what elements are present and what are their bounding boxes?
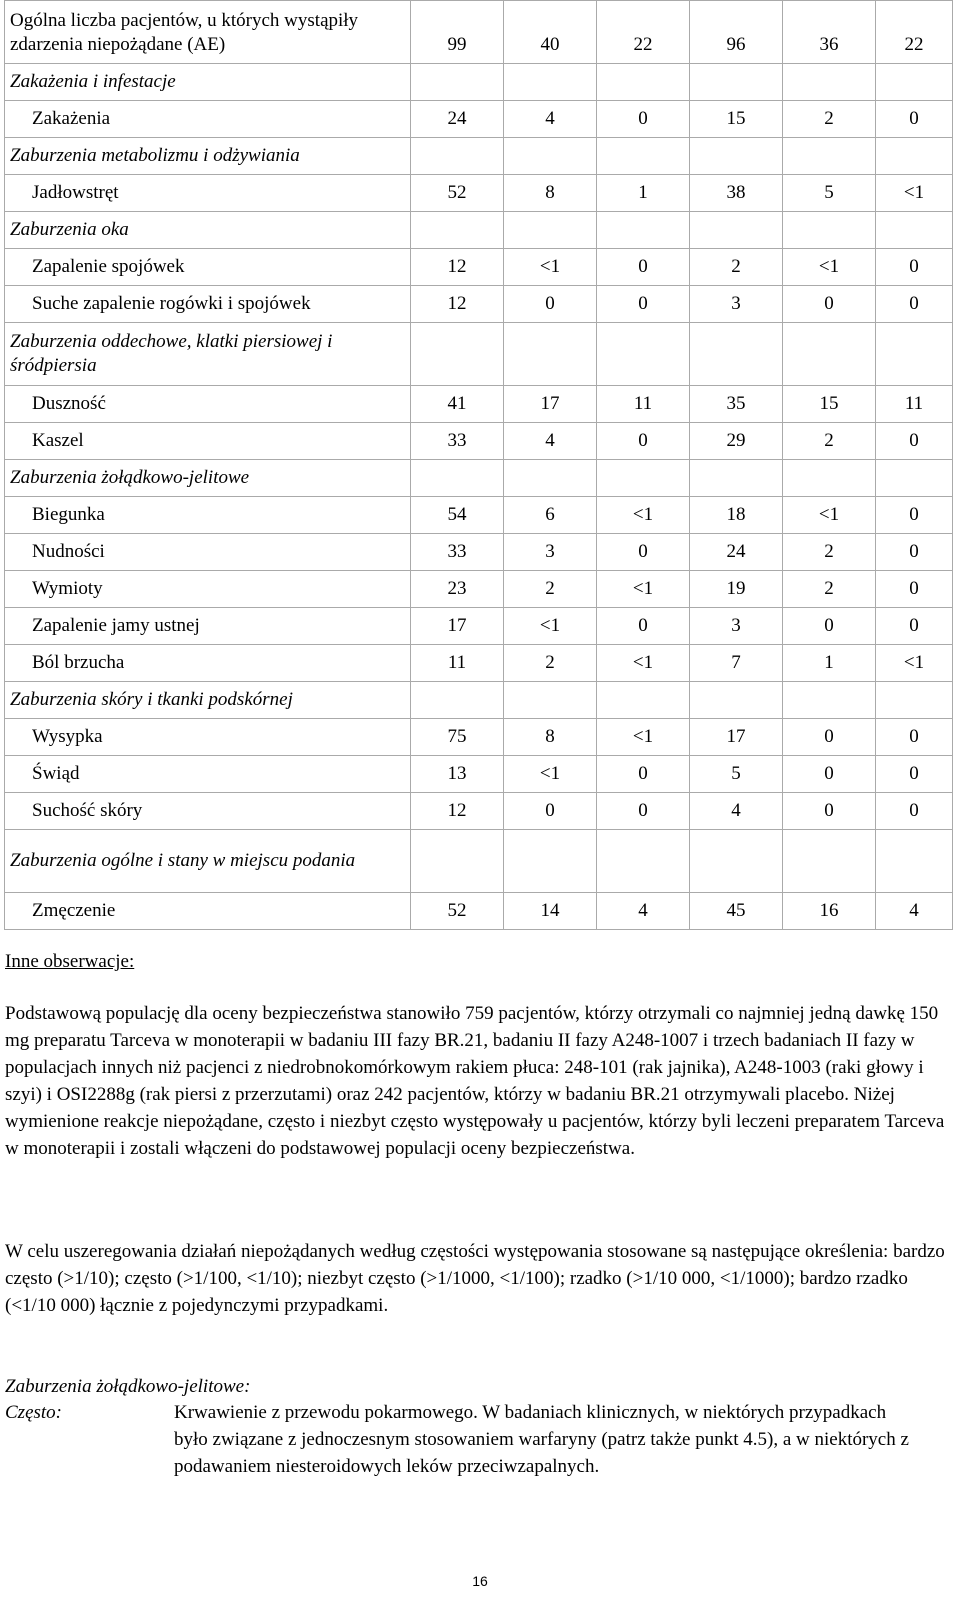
value-cell [411,460,504,497]
value-cell: 0 [597,423,690,460]
table-row [5,893,953,930]
value-cell: 16 [783,893,876,930]
row-label: Ogólna liczba pacjentów, u których wystąpiły zdarzenia niepożądane (AE) [5,1,411,64]
value-cell [597,323,690,386]
value-cell: 99 [411,1,504,64]
value-cell [876,64,953,101]
value-cell: 11 [411,645,504,682]
table-row [5,286,953,323]
value-cell: 38 [690,175,783,212]
value-cell: 40 [504,1,597,64]
category-row [5,323,953,386]
notes-heading: Inne obserwacje: [5,951,135,972]
value-cell [876,830,953,893]
value-cell: 0 [783,756,876,793]
value-cell: 19 [690,571,783,608]
gi-disorders-heading: Zaburzenia żołądkowo-jelitowe: [5,1376,251,1397]
value-cell [411,212,504,249]
row-label: Wymioty [5,571,411,608]
value-cell: 54 [411,497,504,534]
table-row [5,386,953,423]
category-row [5,830,953,893]
value-cell: 0 [876,423,953,460]
row-label: Nudności [5,534,411,571]
value-cell: 0 [504,793,597,830]
value-cell: 12 [411,286,504,323]
value-cell: 0 [597,756,690,793]
table-row [5,497,953,534]
table-row [5,175,953,212]
adverse-events-table [4,0,953,930]
value-cell: 2 [504,571,597,608]
value-cell: 75 [411,719,504,756]
value-cell: 0 [597,249,690,286]
value-cell: 12 [411,249,504,286]
value-cell: 17 [504,386,597,423]
value-cell: 4 [690,793,783,830]
value-cell: 1 [783,645,876,682]
value-cell: 0 [783,793,876,830]
gi-frequency-entry [5,1399,955,1480]
value-cell [504,460,597,497]
value-cell: <1 [783,249,876,286]
value-cell: 24 [411,101,504,138]
value-cell: 0 [597,534,690,571]
value-cell: <1 [504,756,597,793]
category-label: Zaburzenia skóry i tkanki podskórnej [5,682,411,719]
value-cell: 35 [690,386,783,423]
value-cell: 0 [876,719,953,756]
category-label: Zaburzenia żołądkowo-jelitowe [5,460,411,497]
value-cell: 4 [504,423,597,460]
value-cell: 17 [690,719,783,756]
value-cell: 17 [411,608,504,645]
row-label: Duszność [5,386,411,423]
value-cell: 2 [690,249,783,286]
value-cell: 41 [411,386,504,423]
value-cell: 2 [783,571,876,608]
value-cell [783,830,876,893]
value-cell: 3 [690,286,783,323]
value-cell: 3 [690,608,783,645]
page-number: 16 [472,1573,488,1589]
table-row [5,756,953,793]
value-cell: 2 [783,423,876,460]
value-cell: 4 [504,101,597,138]
value-cell [504,830,597,893]
value-cell: <1 [597,497,690,534]
total-row [5,1,953,64]
value-cell: 4 [876,893,953,930]
value-cell: 0 [876,608,953,645]
value-cell: 0 [504,286,597,323]
row-label: Zmęczenie [5,893,411,930]
row-label: Suchość skóry [5,793,411,830]
value-cell: 15 [783,386,876,423]
row-label: Świąd [5,756,411,793]
value-cell: <1 [783,497,876,534]
category-label: Zaburzenia oka [5,212,411,249]
value-cell: 24 [690,534,783,571]
value-cell: 22 [597,1,690,64]
value-cell [876,138,953,175]
category-label: Zakażenia i infestacje [5,64,411,101]
value-cell [690,212,783,249]
value-cell: 4 [597,893,690,930]
table-row [5,719,953,756]
value-cell: 11 [597,386,690,423]
value-cell [690,64,783,101]
value-cell [690,138,783,175]
category-row [5,460,953,497]
value-cell: 7 [690,645,783,682]
value-cell: 5 [783,175,876,212]
value-cell [783,460,876,497]
value-cell [504,682,597,719]
row-label: Jadłowstręt [5,175,411,212]
value-cell [411,682,504,719]
value-cell: 0 [597,608,690,645]
value-cell [411,64,504,101]
value-cell [411,323,504,386]
value-cell: <1 [597,645,690,682]
frequency-description: Krwawienie z przewodu pokarmowego. W badaniach klinicznych, w niektórych przypadkach było związane z jednoczesnym stosowaniem warfaryny (patrz także punkt 4.5), a w niektórych z podawaniem niesteroidowych leków przeciwzapalnych. [174,1402,909,1477]
value-cell: 0 [597,286,690,323]
value-cell: 11 [876,386,953,423]
category-row [5,212,953,249]
value-cell [597,682,690,719]
value-cell [783,64,876,101]
safety-population-paragraph: Podstawową populację dla oceny bezpieczeństwa stanowiło 759 pacjentów, którzy otrzymali co najmniej jedną dawkę 150 mg preparatu Tarceva w monoterapii w badaniu III fazy BR.21, badaniu II fazy A248-1007 i trzech badaniach II fazy w populacjach innych niż pacjenci z niedrobnokomórkowym rakiem płuca: 248-101 (rak jajnika), A248-1003 (raki głowy i szyi) i OSI2288g (rak piersi z przerzutami) oraz 242 pacjentów, którzy w badaniu BR.21 otrzymywali placebo. Niżej wymienione reakcje niepożądane, często i niezbyt często występowały u pacjentów, którzy byli leczeni preparatem Tarceva w monoterapii i zostali włączeni do podstawowej populacji oceny bezpieczeństwa. [5,1003,945,1159]
value-cell: 1 [597,175,690,212]
value-cell: 14 [504,893,597,930]
value-cell: 36 [783,1,876,64]
table-row [5,423,953,460]
value-cell [504,64,597,101]
value-cell: 0 [876,249,953,286]
value-cell: 8 [504,175,597,212]
value-cell: 52 [411,175,504,212]
row-label: Zapalenie jamy ustnej [5,608,411,645]
category-row [5,64,953,101]
value-cell: 0 [876,286,953,323]
value-cell: 22 [876,1,953,64]
value-cell: 29 [690,423,783,460]
value-cell [504,138,597,175]
row-label: Ból brzucha [5,645,411,682]
value-cell [690,830,783,893]
table-row [5,571,953,608]
value-cell: 2 [783,534,876,571]
category-label: Zaburzenia oddechowe, klatki piersiowej i śródpiersia [5,323,411,386]
value-cell: 18 [690,497,783,534]
value-cell: 2 [783,101,876,138]
value-cell [597,212,690,249]
value-cell: 0 [876,534,953,571]
value-cell: 0 [876,571,953,608]
value-cell: 33 [411,423,504,460]
value-cell: <1 [597,719,690,756]
value-cell: 13 [411,756,504,793]
frequency-label: Często: [5,1402,62,1423]
value-cell: 23 [411,571,504,608]
value-cell [690,323,783,386]
row-label: Suche zapalenie rogówki i spojówek [5,286,411,323]
table-row [5,645,953,682]
table-row [5,101,953,138]
value-cell [597,830,690,893]
category-label: Zaburzenia ogólne i stany w miejscu podania [5,830,411,893]
value-cell: <1 [876,645,953,682]
value-cell [876,323,953,386]
value-cell: 0 [876,101,953,138]
category-row [5,682,953,719]
value-cell: <1 [876,175,953,212]
value-cell [690,682,783,719]
value-cell [783,212,876,249]
table-row [5,534,953,571]
value-cell: 0 [876,793,953,830]
row-label: Wysypka [5,719,411,756]
value-cell: 12 [411,793,504,830]
value-cell [411,138,504,175]
value-cell [504,323,597,386]
value-cell [690,460,783,497]
value-cell [597,64,690,101]
row-label: Zakażenia [5,101,411,138]
value-cell [783,682,876,719]
value-cell: 0 [876,497,953,534]
value-cell: 96 [690,1,783,64]
row-label: Kaszel [5,423,411,460]
value-cell: <1 [597,571,690,608]
value-cell [504,212,597,249]
value-cell [876,212,953,249]
value-cell: <1 [504,249,597,286]
value-cell [783,323,876,386]
value-cell: 0 [783,719,876,756]
value-cell [597,460,690,497]
value-cell [597,138,690,175]
row-label: Zapalenie spojówek [5,249,411,286]
value-cell: 0 [597,793,690,830]
table-row [5,249,953,286]
value-cell: <1 [504,608,597,645]
table-row [5,608,953,645]
value-cell: 0 [783,608,876,645]
value-cell: 45 [690,893,783,930]
value-cell: 5 [690,756,783,793]
frequency-definitions-paragraph: W celu uszeregowania działań niepożądanych według częstości występowania stosowane są następujące określenia: bardzo często (>1/10); często (>1/100, <1/10); niezbyt często (>1/1000, <1/100); rzadko (>1/10 000, <1/1000); bardzo rzadko (<1/10 000) łącznie z pojedynczymi przypadkami. [5,1241,945,1316]
row-label: Biegunka [5,497,411,534]
value-cell: 2 [504,645,597,682]
value-cell: 0 [876,756,953,793]
value-cell [876,460,953,497]
category-label: Zaburzenia metabolizmu i odżywiania [5,138,411,175]
value-cell [876,682,953,719]
value-cell [411,830,504,893]
value-cell: 52 [411,893,504,930]
value-cell: 0 [597,101,690,138]
value-cell: 33 [411,534,504,571]
value-cell: 3 [504,534,597,571]
value-cell: 0 [783,286,876,323]
value-cell [783,138,876,175]
category-row [5,138,953,175]
table-row [5,793,953,830]
value-cell: 8 [504,719,597,756]
value-cell: 15 [690,101,783,138]
value-cell: 6 [504,497,597,534]
